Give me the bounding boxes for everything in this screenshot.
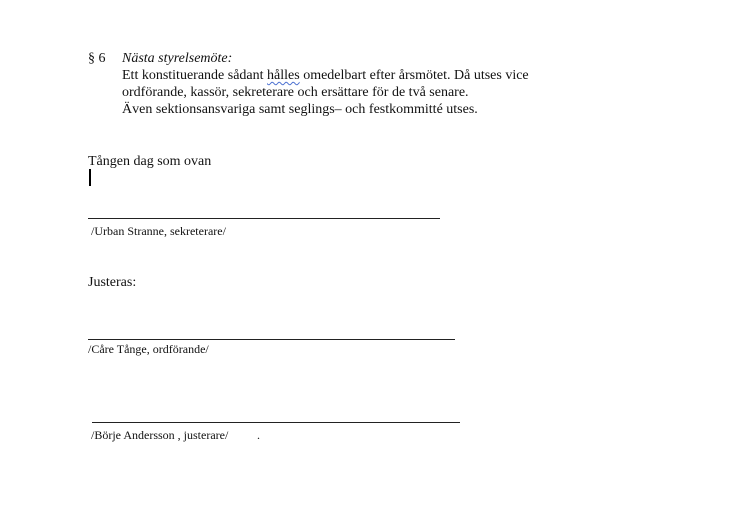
- section-line-3: Även sektionsansvariga samt seglings– och festkommitté utses.: [122, 102, 478, 117]
- adjuster-trailing-period: .: [257, 428, 260, 442]
- section-line-1: [122, 67, 529, 84]
- chair-caption: /Cåre Tånge, ordförande/: [88, 342, 209, 356]
- section-number: § 6: [88, 51, 106, 66]
- section-line-1-end: omedelbart efter årsmötet. Då utses vice: [299, 68, 529, 83]
- section-heading: Nästa styrelsemöte:: [122, 51, 233, 66]
- secretary-caption: /Urban Stranne, sekreterare/: [91, 224, 226, 238]
- spellcheck-flagged-word[interactable]: hålles: [267, 68, 300, 83]
- secretary-signature-line: [88, 218, 440, 219]
- place-date-line: Tången dag som ovan: [88, 154, 212, 169]
- section-line-2: ordförande, kassör, sekreterare och ersättare för de två senare.: [122, 85, 469, 100]
- chair-signature-line: [88, 339, 455, 340]
- adjuster-caption: /Börje Andersson , justerare/: [91, 428, 229, 442]
- adjuster-signature-line: [92, 422, 460, 423]
- text-cursor: [89, 169, 91, 186]
- section-line-1-start: Ett konstituerande sådant: [122, 68, 268, 83]
- adjust-label: Justeras:: [88, 275, 137, 290]
